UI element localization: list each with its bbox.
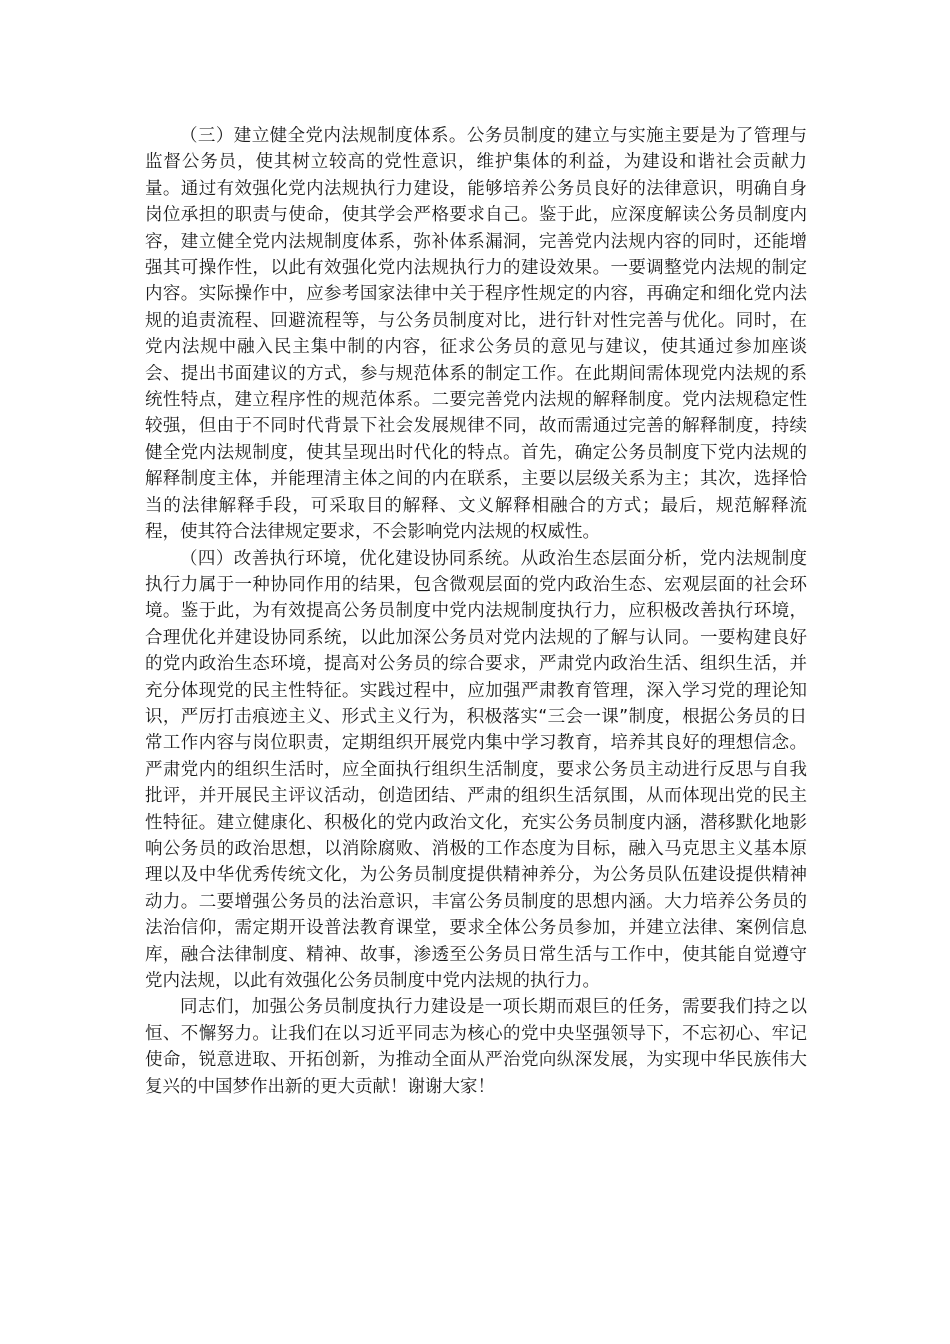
document-page [145,123,807,1100]
paragraph-section-four: （四）改善执行环境，优化建设协同系统。从政治生态层面分析，党内法规制度执行力属于一种协同作用的结果，包含微观层面的党内政治生态、宏观层面的社会环境。鉴于此，为有效提高公务员制度中党内法规制度执行力，应积极改善执行环境，合理优化并建设协同系统，以此加深公务员对党内法规的了解与认同。一要构建良好的党内政治生态环境，提高对公务员的综合要求，严肃党内政治生活、组织生活，并充分体现党的民主性特征。实践过程中，应加强严肃教育管理，深入学习党的理论知识，严厉打击痕迹主义、形式主义行为，积极落实“三会一课”制度，根据公务员的日常工作内容与岗位职责，定期组织开展党内集中学习教育，培养其良好的理想信念。严肃党内的组织生活时，应全面执行组织生活制度，要求公务员主动进行反思与自我批评，并开展民主评议活动，创造团结、严肃的组织生活氛围，从而体现出党的民主性特征。建立健康化、积极化的党内政治文化，充实公务员制度内涵，潜移默化地影响公务员的政治思想，以消除腐败、消极的工作态度为目标，融入马克思主义基本原理以及中华优秀传统文化，为公务员制度提供精神养分，为公务员队伍建设提供精神动力。二要增强公务员的法治意识，丰富公务员制度的思想内涵。大力培养公务员的法治信仰，需定期开设普法教育课堂，要求全体公务员参加，并建立法律、案例信息库，融合法律制度、精神、故事，渗透至公务员日常生活与工作中，使其能自觉遵守党内法规，以此有效强化公务员制度中党内法规的执行力。 [145,548,807,991]
paragraph-section-three: （三）建立健全党内法规制度体系。公务员制度的建立与实施主要是为了管理与监督公务员，使其树立较高的党性意识，维护集体的利益，为建设和谐社会贡献力量。通过有效强化党内法规执行力建设，能够培养公务员良好的法律意识，明确自身岗位承担的职责与使命，使其学会严格要求自己。鉴于此，应深度解读公务员制度内容，建立健全党内法规制度体系，弥补体系漏洞，完善党内法规内容的同时，还能增强其可操作性，以此有效强化党内法规执行力的建设效果。一要调整党内法规的制定内容。实际操作中，应参考国家法律中关于程序性规定的内容，再确定和细化党内法规的追责流程、回避流程等，与公务员制度对比，进行针对性完善与优化。同时，在党内法规中融入民主集中制的内容，征求公务员的意见与建议，使其通过参加座谈会、提出书面建议的方式，参与规范体系的制定工作。在此期间需体现党内法规的系统性特点，建立程序性的规范体系。二要完善党内法规的解释制度。党内法规稳定性较强，但由于不同时代背景下社会发展规律不同，故而需通过完善的解释制度，持续健全党内法规制度，使其呈现出时代化的特点。首先，确定公务员制度下党内法规的解释制度主体，并能理清主体之间的内在联系，主要以层级关系为主；其次，选择恰当的法律解释手段，可采取目的解释、文义解释相融合的方式；最后，规范解释流程，使其符合法律规定要求，不会影响党内法规的权威性。 [145,126,807,543]
paragraph-closing-remarks: 同志们，加强公务员制度执行力建设是一项长期而艰巨的任务，需要我们持之以恒、不懈努力。让我们在以习近平同志为核心的党中央坚强领导下，不忘初心、牢记使命，锐意进取、开拓创新，为推动全面从严治党向纵深发展，为实现中华民族伟大复兴的中国梦作出新的更大贡献！谢谢大家！ [145,997,807,1097]
